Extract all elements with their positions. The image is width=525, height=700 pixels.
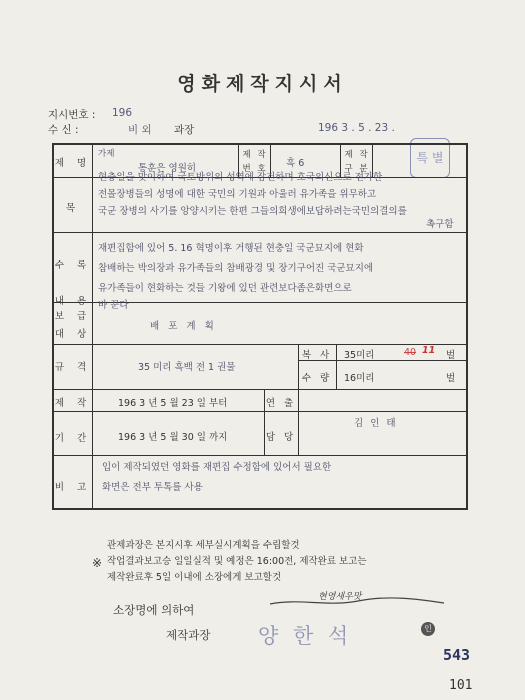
handwritten-signature: 현영새우맛 [318,592,362,602]
director-label-2: 담 당 [265,432,297,443]
notes-mark: ※ [92,556,103,570]
page-number: 101 [449,678,473,693]
order-number-value: 196 [112,107,133,119]
copies-35mm-struck: 40 [404,347,417,358]
copies-16mm-unit: 벌 [446,373,456,384]
recipient-label: 수 신 : [48,124,79,136]
title-label: 제 명 [54,158,92,169]
production-type-label: 제 작 구 분 [344,150,370,174]
purpose-label: 목 [65,203,81,214]
spec-label: 규 격 [54,362,92,373]
director-label: 연 출 [265,398,297,409]
spec-value: 35 미리 흑백 전 1 권물 [138,362,236,373]
issue-date: 196 3 . 5 . 23 . [318,122,395,134]
order-form-table [52,143,468,510]
distribution-value: 배 포 계 획 [150,321,217,332]
purpose-line-1: 현충일을 맞이하여 국토방위의 성역에 잠건하며 호국의신으로 전가한 [98,172,383,183]
copies-16mm-label: 16미리 [344,373,375,384]
note-line-3: 제작완료후 5일 이내에 소장에게 보고할것 [107,572,282,583]
recipient-value: 비 외 [128,124,152,136]
purpose-line-3: 국군 장병의 사기를 앙양시키는 한편 그들의희생에보답하려는국민의결의를 [98,206,407,217]
note-line-1: 관제과장은 본지시후 세부실시계획을 수립할것 [107,540,300,551]
content-line-2: 참배하는 박의장과 유가족들의 참배광경 및 장기구어진 국군묘지에 [98,263,374,274]
note-line-2: 작업결과보고승 일일실적 및 예정은 16:00전, 제작완료 보고는 [107,556,367,567]
production-number-label: 제 작 번 호 [242,150,268,174]
purpose-line-4: 촉구함 [426,219,454,230]
production-number-value: 흑 6 [286,158,305,169]
purpose-line-2: 전몰장병들의 성명에 대한 국민의 기원과 아울러 유가족을 위무하고 [98,189,377,200]
recipient-title: 과장 [174,124,195,136]
period-label-2: 기 간 [54,433,92,444]
provisional-tag: 가제 [98,149,115,159]
notes-block [97,538,367,586]
copies-35mm-unit: 벌 [446,350,456,361]
quantity-label: 수 량 [301,373,333,384]
distribution-label: 보 급 [54,311,92,322]
signatory-name-stamp: 양 한 석 [258,624,353,648]
content-line-3: 유가족들이 현화하는 것들 기왕에 있던 관련보다좀은화면으로 [98,283,352,294]
stamped-number: 543 [443,646,471,664]
special-category-stamp: 특 별 [410,138,450,178]
copies-label: 복 사 [301,350,333,361]
content-line-4: 바 꾼다 [98,300,129,311]
remarks-line-1: 입이 제작되였던 영화를 재편집 수정함에 있어서 필요한 [102,462,332,473]
remarks-line-2: 화면은 전부 투톡를 사용 [102,482,203,493]
director-value: 김 인 태 [354,418,398,429]
remarks-label: 비 고 [54,482,92,493]
period-end: 196 3 년 5 월 30 일 까지 [118,432,228,443]
period-start: 196 3 년 5 월 23 일 부터 [118,398,228,409]
period-label: 제 작 [54,398,92,409]
document-title: 영화제작지시서 [177,73,348,95]
personal-seal: 인 [421,622,435,636]
order-number-label: 지시번호 : [48,109,96,121]
content-label-2: 내 용 [54,296,92,307]
copies-35mm-handwritten: 11 [422,345,436,356]
content-line-1: 재편집함에 있어 5. 16 혁명이후 거행된 현충일 국군묘지에 현화 [98,243,364,254]
department-title: 제작과장 [166,628,211,642]
content-label: 수 록 [54,260,92,271]
film-title-value: 통훈은 영원히 [138,163,197,174]
by-order-text: 소장명에 의하여 [113,603,195,617]
distribution-label-2: 대 상 [54,329,92,340]
copies-35mm-label: 35미리 [344,350,375,361]
signature-scribble [268,595,448,609]
